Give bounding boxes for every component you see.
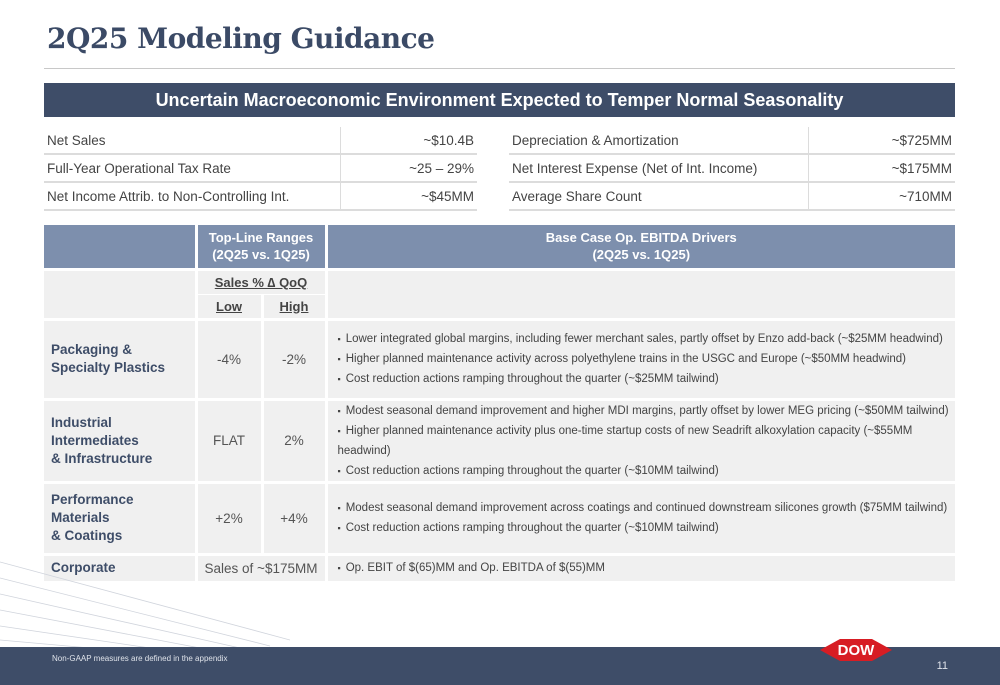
segment-name-line: Intermediates bbox=[51, 432, 139, 448]
guidance-left-table bbox=[44, 127, 477, 211]
logo-text: DOW bbox=[837, 642, 875, 659]
title-divider bbox=[44, 68, 955, 69]
driver-item: ▪ Modest seasonal demand improvement across coatings and continued downstream silicones growth ($75MM tailwind) bbox=[338, 498, 956, 518]
table-row bbox=[44, 482, 955, 554]
low-label: Low bbox=[216, 298, 242, 314]
segment-name-line: Industrial bbox=[51, 414, 112, 430]
dow-logo-icon bbox=[820, 637, 892, 663]
subheader-row bbox=[44, 269, 955, 294]
table-row bbox=[44, 319, 955, 399]
table-header-row bbox=[44, 225, 955, 269]
footer-note: Non-GAAP measures are defined in the appendix bbox=[52, 654, 228, 663]
high-label: High bbox=[279, 298, 309, 314]
subheader-blank-drivers bbox=[326, 269, 955, 319]
drivers-cell bbox=[326, 482, 955, 554]
high-header bbox=[262, 294, 326, 319]
drivers-list bbox=[338, 401, 956, 481]
drivers-cell bbox=[326, 554, 955, 581]
item-label: Net Interest Expense (Net of Int. Income) bbox=[509, 154, 809, 182]
corporate-sales: Sales of ~$175MM bbox=[196, 554, 326, 581]
item-label: Net Income Attrib. to Non-Controlling Int. bbox=[44, 182, 341, 210]
drivers-cell bbox=[326, 319, 955, 399]
drivers-header-line1: Base Case Op. EBITDA Drivers bbox=[545, 230, 737, 246]
headline-banner: Uncertain Macroeconomic Environment Expected to Temper Normal Seasonality bbox=[44, 83, 955, 117]
item-value: ~$725MM bbox=[809, 127, 956, 154]
table-row bbox=[509, 127, 955, 154]
table-row bbox=[509, 154, 955, 182]
segment-name: Corporate bbox=[44, 554, 196, 581]
drivers-cell bbox=[326, 399, 955, 482]
subheader-blank bbox=[44, 269, 196, 319]
driver-item: ▪ Higher planned maintenance activity plus one-time startup costs of new Seadrift alkoxylation capacity (~$55MM headwind) bbox=[338, 421, 956, 461]
high-value: -2% bbox=[262, 319, 326, 399]
drivers-header-line2: (2Q25 vs. 1Q25) bbox=[592, 247, 691, 263]
table-row bbox=[44, 127, 477, 154]
table-row bbox=[44, 182, 477, 210]
segment-name bbox=[44, 399, 196, 482]
item-label: Net Sales bbox=[44, 127, 341, 154]
drivers-list bbox=[338, 558, 956, 578]
item-label: Depreciation & Amortization bbox=[509, 127, 809, 154]
drivers-list bbox=[338, 498, 956, 538]
table-row bbox=[44, 399, 955, 482]
segment-name-line: Packaging & bbox=[51, 342, 133, 357]
segment-guidance-table bbox=[44, 225, 955, 581]
driver-item: ▪ Cost reduction actions ramping throughout the quarter (~$10MM tailwind) bbox=[338, 461, 956, 481]
segment-name-line: & Infrastructure bbox=[51, 450, 153, 466]
table-row bbox=[509, 182, 955, 210]
sales-qoq-header bbox=[196, 269, 326, 294]
item-label: Full-Year Operational Tax Rate bbox=[44, 154, 341, 182]
segment-name-line: Specialty Plastics bbox=[51, 360, 166, 375]
high-value: +4% bbox=[262, 482, 326, 554]
segment-name-line: Performance Materials bbox=[51, 492, 134, 525]
decorative-lines bbox=[0, 560, 290, 650]
low-value: +2% bbox=[196, 482, 262, 554]
high-value: 2% bbox=[262, 399, 326, 482]
low-value: -4% bbox=[196, 319, 262, 399]
page-number: 11 bbox=[936, 660, 948, 672]
low-header bbox=[196, 294, 262, 319]
sales-qoq-label: Sales % ∆ QoQ bbox=[214, 274, 308, 290]
item-label: Average Share Count bbox=[509, 182, 809, 210]
driver-item: ▪ Modest seasonal demand improvement and higher MDI margins, partly offset by lower MEG pricing (~$50MM tailwind) bbox=[338, 401, 956, 421]
header-blank bbox=[44, 225, 196, 269]
driver-item: ▪ Higher planned maintenance activity across polyethylene trains in the USGC and Europe (~$50MM headwind) bbox=[338, 349, 956, 369]
driver-item: ▪ Op. EBIT of $(65)MM and Op. EBITDA of $(55)MM bbox=[338, 558, 956, 578]
drivers-header bbox=[326, 225, 955, 269]
item-value: ~$10.4B bbox=[341, 127, 478, 154]
driver-item: ▪ Lower integrated global margins, including fewer merchant sales, partly offset by Enzo add-back (~$25MM headwind) bbox=[338, 329, 956, 349]
drivers-list bbox=[338, 329, 956, 389]
driver-item: ▪ Cost reduction actions ramping throughout the quarter (~$25MM tailwind) bbox=[338, 369, 956, 389]
table-row bbox=[44, 154, 477, 182]
segment-name bbox=[44, 482, 196, 554]
segment-name bbox=[44, 319, 196, 399]
page-title: 2Q25 Modeling Guidance bbox=[47, 22, 435, 55]
driver-item: ▪ Cost reduction actions ramping throughout the quarter (~$10MM tailwind) bbox=[338, 518, 956, 538]
topline-header bbox=[196, 225, 326, 269]
topline-header-line2: (2Q25 vs. 1Q25) bbox=[212, 247, 310, 263]
item-value: ~710MM bbox=[809, 182, 956, 210]
item-value: ~25 – 29% bbox=[341, 154, 478, 182]
guidance-right-table bbox=[509, 127, 955, 211]
low-value: FLAT bbox=[196, 399, 262, 482]
item-value: ~$175MM bbox=[809, 154, 956, 182]
topline-header-line1: Top-Line Ranges bbox=[208, 230, 314, 246]
item-value: ~$45MM bbox=[341, 182, 478, 210]
segment-name-line: & Coatings bbox=[51, 528, 123, 543]
